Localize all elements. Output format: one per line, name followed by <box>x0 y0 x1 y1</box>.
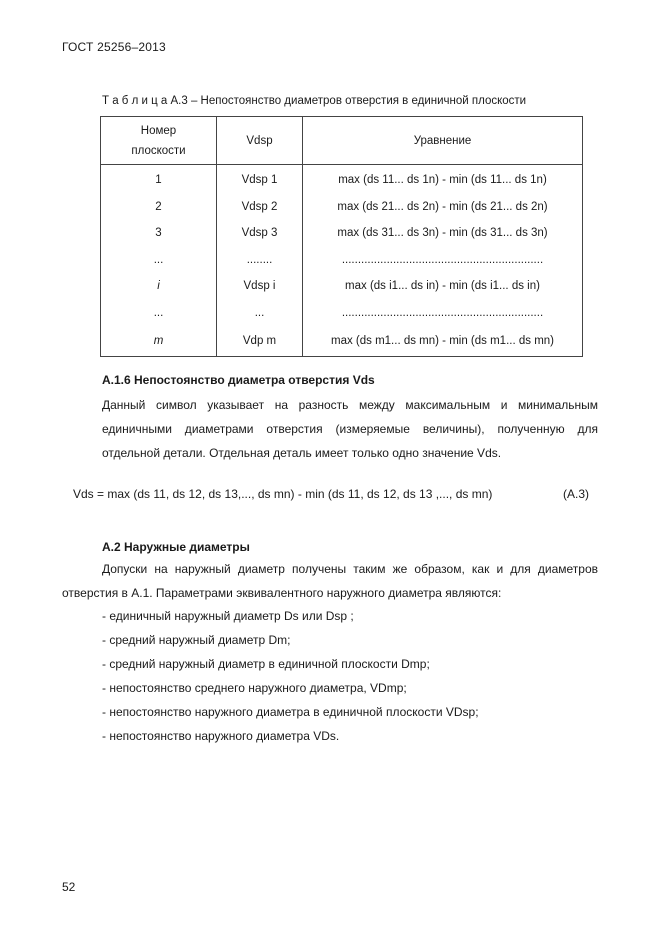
col-header-plane-line2: плоскости <box>131 144 186 157</box>
cell-equation: ............................................................... <box>303 247 583 274</box>
table-row <box>101 220 583 247</box>
list-item: - единичный наружный диаметр Ds или Dsp ; <box>102 609 354 623</box>
section-heading-a16: А.1.6 Непостоянство диаметра отверстия Vds <box>102 373 375 387</box>
cell-plane: 2 <box>101 194 217 221</box>
cell-equation: max (ds 31... ds 3n) - min (ds 31... ds 3n) <box>303 220 583 247</box>
list-item: - средний наружный диаметр Dm; <box>102 633 291 647</box>
cell-plane: i <box>101 273 217 300</box>
table-row <box>101 194 583 221</box>
cell-plane: 3 <box>101 220 217 247</box>
list-item: - средний наружный диаметр в единичной плоскости Dmp; <box>102 657 430 671</box>
cell-plane: m <box>101 326 217 357</box>
section-a2-paragraph: Допуски на наружный диаметр получены таким же образом, как и для диаметров отверстия в А.1. Параметрами эквивалентного наружного диаметра являются: <box>62 562 598 600</box>
outer-diameter-parameter-list <box>102 604 479 748</box>
col-header-equation: Уравнение <box>303 117 583 165</box>
table-row <box>101 300 583 327</box>
cell-symbol: Vdsp 2 <box>217 194 303 221</box>
cell-equation: max (ds m1... ds mn) - min (ds m1... ds mn) <box>303 326 583 357</box>
list-item: - непостоянство наружного диаметра в единичной плоскости VDsp; <box>102 705 479 719</box>
cell-symbol: Vdsp 3 <box>217 220 303 247</box>
list-item: - непостоянство наружного диаметра VDs. <box>102 729 340 743</box>
cell-symbol: Vdp m <box>217 326 303 357</box>
formula-a3: Vds = max (ds 11, ds 12, ds 13,..., ds mn) - min (ds 11, ds 12, ds 13 ,..., ds mn) <box>73 487 493 501</box>
cell-symbol: ........ <box>217 247 303 274</box>
cell-equation: max (ds 21... ds 2n) - min (ds 21... ds 2n) <box>303 194 583 221</box>
table-row <box>101 247 583 274</box>
table-row <box>101 165 583 194</box>
col-header-plane-line1: Номер <box>140 124 177 137</box>
section-a16-paragraph: Данный символ указывает на разность между максимальным и минимальным единичными диаметрами отверстия (измеряемые величины), полученную для отдельной детали. Отдельная деталь имеет только одно значение Vds. <box>102 398 598 460</box>
formula-number: (А.3) <box>563 487 590 501</box>
cell-plane: 1 <box>101 165 217 194</box>
diameter-variation-table <box>100 116 583 357</box>
table-row <box>101 326 583 357</box>
list-item: - непостоянство среднего наружного диаметра, VDmp; <box>102 681 407 695</box>
cell-plane: ... <box>101 300 217 327</box>
table-row <box>101 273 583 300</box>
cell-equation: max (ds i1... ds in) - min (ds i1... ds in) <box>303 273 583 300</box>
document-header: ГОСТ 25256–2013 <box>62 40 166 54</box>
cell-equation: max (ds 11... ds 1n) - min (ds 11... ds 1n) <box>303 165 583 194</box>
table-caption: Т а б л и ц а А.3 – Непостоянство диаметров отверстия в единичной плоскости <box>102 95 527 107</box>
section-heading-a2: А.2 Наружные диаметры <box>102 540 250 554</box>
cell-symbol: ... <box>217 300 303 327</box>
cell-symbol: Vdsp 1 <box>217 165 303 194</box>
page-number: 52 <box>62 880 76 894</box>
cell-plane: ... <box>101 247 217 274</box>
col-header-plane <box>101 117 217 165</box>
col-header-symbol: Vdsp <box>217 117 303 165</box>
cell-equation: ............................................................... <box>303 300 583 327</box>
cell-symbol: Vdsp i <box>217 273 303 300</box>
